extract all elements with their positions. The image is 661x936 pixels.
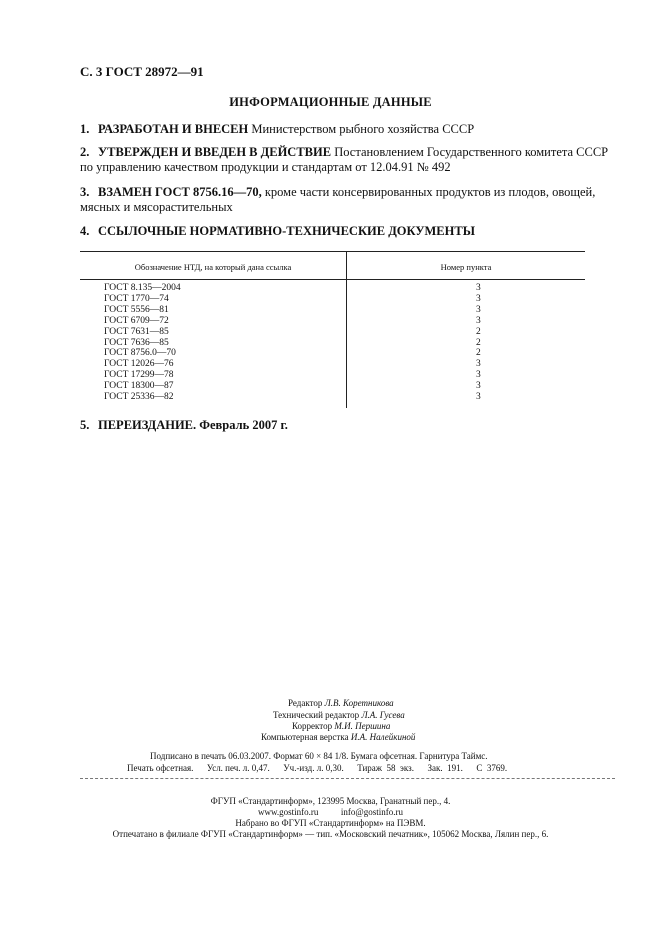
publisher-line-1: ФГУП «Стандартинформ», 123995 Москва, Гранатный пер., 4. xyxy=(210,796,451,806)
editor-role: Компьютерная верстка xyxy=(261,732,349,742)
item-text: Министерством рыбного хозяйства СССР xyxy=(248,122,475,136)
print-info-line-1: Подписано в печать 06.03.2007. Формат 60 × 84 1/8. Бумага офсетная. Гарнитура Таймс. xyxy=(150,751,488,761)
corrector-line xyxy=(292,721,390,731)
item-number: 1. xyxy=(80,122,90,136)
item-text: Постановлением Государственного комитета СССР по управлению качеством продукции и стандартам от 12.04.91 № 492 xyxy=(80,145,609,174)
page-title: ИНФОРМАЦИОННЫЕ ДАННЫЕ xyxy=(229,95,432,109)
table-cell-doc: ГОСТ 7636—85 xyxy=(104,337,169,348)
table-cell-point: 3 xyxy=(476,283,481,293)
table-cell-point: 2 xyxy=(476,326,481,337)
info-item-1 xyxy=(80,122,474,137)
item-number: 3. xyxy=(80,185,90,199)
editor-name: Л.В. Коретникова xyxy=(324,698,394,708)
table-cell-doc: ГОСТ 7631—85 xyxy=(104,326,169,337)
item-bold: ССЫЛОЧНЫЕ НОРМАТИВНО-ТЕХНИЧЕСКИЕ ДОКУМЕНТЫ xyxy=(98,224,475,238)
item-number: 5. xyxy=(80,418,90,432)
table-cell-point: 3 xyxy=(476,315,481,326)
item-number: 4. xyxy=(80,224,90,238)
item-bold: ВЗАМЕН ГОСТ 8756.16—70, xyxy=(98,185,262,199)
table-cell-doc: ГОСТ 5556—81 xyxy=(104,304,169,315)
table-cell-point: 2 xyxy=(476,348,481,359)
editor-name: И.А. Налейкиной xyxy=(350,732,416,742)
item-bold: РАЗРАБОТАН И ВНЕСЕН xyxy=(98,122,249,136)
info-item-3 xyxy=(80,185,620,215)
table-cell-point: 3 xyxy=(476,392,481,402)
item-bold: УТВЕРЖДЕН И ВВЕДЕН В ДЕЙСТВИЕ xyxy=(98,145,332,159)
table-header-separator xyxy=(80,279,585,280)
editor-name: Л.А. Гусева xyxy=(361,710,405,720)
table-cell-doc: ГОСТ 12026—76 xyxy=(104,359,174,370)
editor-name: М.И. Першина xyxy=(334,721,391,731)
table-cell-point: 3 xyxy=(476,304,481,315)
footer-divider xyxy=(80,778,615,779)
editor-line xyxy=(288,698,394,708)
item-bold: ПЕРЕИЗДАНИЕ. Февраль 2007 г. xyxy=(98,418,288,432)
table-cell-doc: ГОСТ 6709—72 xyxy=(104,315,169,326)
table-cell-doc: ГОСТ 1770—74 xyxy=(104,293,169,304)
table-cell-point: 3 xyxy=(476,381,481,392)
page-header: С. 3 ГОСТ 28972—91 xyxy=(80,64,204,79)
table-cell-doc: ГОСТ 8.135—2004 xyxy=(104,283,181,293)
table-cell-point: 3 xyxy=(476,370,481,381)
table-column-divider xyxy=(346,251,347,408)
print-info-line-2: Печать офсетная. Усл. печ. л. 0,47. Уч.-изд. л. 0,30. Тираж 58 экз. Зак. 191. С 3769. xyxy=(127,763,508,773)
editor-role: Редактор xyxy=(288,698,323,708)
table-cell-doc: ГОСТ 8756.0—70 xyxy=(104,348,176,359)
info-item-2 xyxy=(80,145,620,175)
publisher-line-4: Отпечатано в филиале ФГУП «Стандартинформ» — тип. «Московский печатник», 105062 Москва, Лялин пер., 6. xyxy=(112,829,549,839)
item-number: 2. xyxy=(80,145,90,159)
tech-editor-line xyxy=(273,710,405,720)
publisher-contacts: www.gostinfo.ru info@gostinfo.ru xyxy=(258,807,403,817)
publisher-line-3: Набрано во ФГУП «Стандартинформ» на ПЭВМ. xyxy=(235,818,426,828)
table-cell-doc: ГОСТ 25336—82 xyxy=(104,392,174,402)
table-header-doc: Обозначение НТД, на который дана ссылка xyxy=(134,262,292,272)
item-text: кроме части консервированных продуктов из плодов, овощей, мясных и мясорастительных xyxy=(80,185,596,214)
info-item-4 xyxy=(80,224,475,239)
info-item-5 xyxy=(80,418,288,433)
editor-role: Технический редактор xyxy=(273,710,360,720)
editor-role: Корректор xyxy=(292,721,333,731)
layout-line xyxy=(261,732,415,742)
table-cell-doc: ГОСТ 17299—78 xyxy=(104,370,174,381)
table-cell-doc: ГОСТ 18300—87 xyxy=(104,381,174,392)
table-cell-point: 3 xyxy=(476,293,481,304)
table-cell-point: 3 xyxy=(476,359,481,370)
table-cell-point: 2 xyxy=(476,337,481,348)
table-header-point: Номер пункта xyxy=(440,262,492,272)
table-top-border xyxy=(80,251,585,252)
